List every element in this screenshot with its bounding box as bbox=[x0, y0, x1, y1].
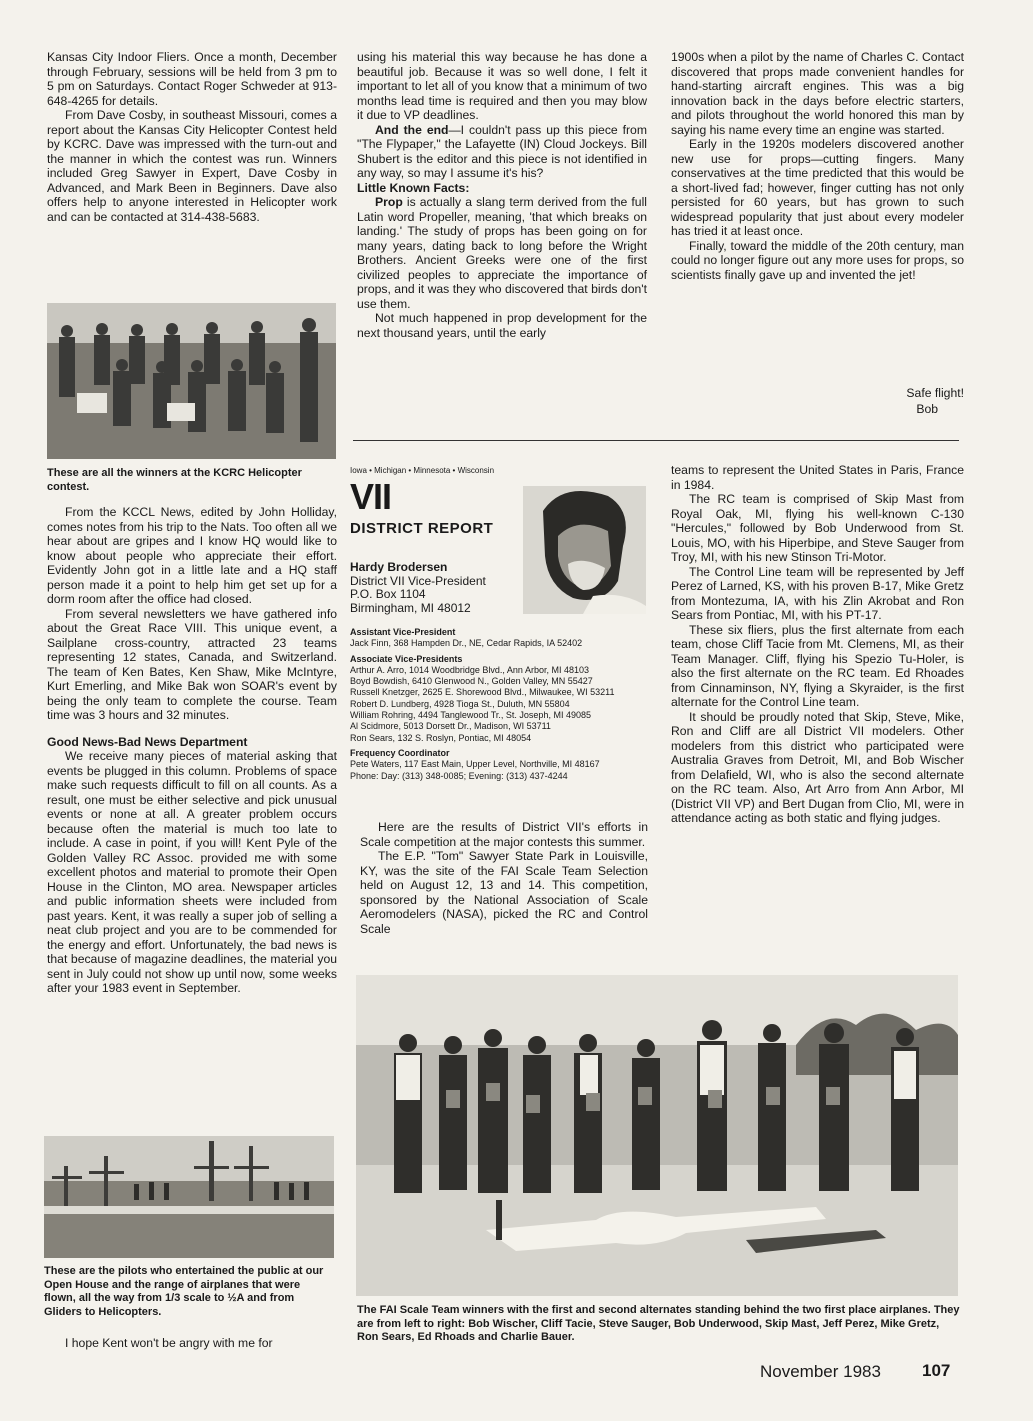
column-2-report bbox=[360, 820, 648, 936]
prop-text: is actually a slang term derived from the full Latin word Propeller, meaning, 'that which breaks on landing.' The study of props has been going on for many years, dating back to long before the Wright Brothers. Ancient Greeks were one of the first civilized peoples to appreciate the importance of props, and it was they who discovered that birds don't use them. bbox=[357, 195, 647, 311]
page-number: 107 bbox=[922, 1361, 951, 1380]
column-1-bottom bbox=[47, 1336, 337, 1351]
paragraph-team-manager: These six fliers, plus the first alternate from each team, chose Cliff Tacie from Mt. Clemens, MI, as their Team Manager. Cliff, flying his Spezio Tu-Holer, is also the first alternate on the RC team. Ed Rhoades from Cinnaminson, NY, flying a Skyraider, is the first alternate for the Control Line team. bbox=[671, 622, 964, 709]
paragraph-sawyer-park: The E.P. "Tom" Sawyer State Park in Louisville, KY, was the site of the FAI Scale Team Selection held on August 12, 13 and 14. This competition, sponsored by the National Association of Scale Aeromodelers (NASA), picked the RC and Control Scale bbox=[360, 849, 648, 936]
the-end-text: —I couldn't pass up this piece from "The Flypaper," the Lafayette (IN) Cloud Jockeys. Bill Shubert is the editor and this piece is not identified in any way, so may I assume it's his? bbox=[357, 122, 647, 180]
associate-entry: Russell Knetzger, 2625 E. Shorewood Blvd., Milwaukee, WI 53211 bbox=[350, 687, 615, 698]
paragraph-not-much: Not much happened in prop development for the next thousand years, until the early bbox=[357, 311, 647, 340]
vp-name: Hardy Brodersen bbox=[350, 560, 448, 574]
assistant-heading: Assistant Vice-President bbox=[350, 627, 456, 637]
column-3-report bbox=[671, 463, 964, 826]
frequency-phone: Phone: Day: (313) 348-0085; Evening: (313) 437-4244 bbox=[350, 770, 568, 781]
associate-entry: William Rohring, 4494 Tanglewood Tr., St. Joseph, MI 49085 bbox=[350, 710, 591, 721]
paragraph-the-end bbox=[357, 123, 647, 181]
paragraph-closing: I hope Kent won't be angry with me for bbox=[65, 1336, 273, 1350]
associate-entry: Robert D. Lundberg, 4928 Tioga St., Duluth, MN 55804 bbox=[350, 698, 570, 709]
vp-title: District VII Vice-President bbox=[350, 573, 486, 588]
paragraph-cosby: From Dave Cosby, in southeast Missouri, comes a report about the Kansas City Helicopter Contest held by KCRC. Dave was impressed with the turn-out and the manner in which the contest was run. Winners included Greg Sawyer in Expert, Dave Cosby in Advanced, and Mark Been in Beginners. Dave also offers help to anyone interested in Helicopter work and can be contacted at 314-438-5683. bbox=[47, 108, 337, 224]
associate-entry: Al Scidmore, 5013 Dorsett Dr., Madison, WI 53711 bbox=[350, 721, 551, 732]
section-divider bbox=[353, 440, 959, 441]
heading-little-known-facts: Little Known Facts: bbox=[357, 180, 470, 195]
vp-contact bbox=[350, 561, 486, 615]
column-2-top bbox=[357, 50, 647, 340]
paragraph-continued: using his material this way because he has done a beautiful job. Because it was so well done, I felt it important to let all of you know that a minimum of two months lead time is required and then you may blow it due to VP deadlines. bbox=[357, 50, 647, 122]
associate-entry: Arthur A. Arro, 1014 Woodbridge Blvd., Ann Arbor, MI 48103 bbox=[350, 664, 589, 675]
caption-open-house: These are the pilots who entertained the public at our Open House and the range of airplanes that were flown, all the way from 1/3 scale to ½A and from Gliders to Helicopters. bbox=[44, 1265, 324, 1318]
associate-entry: Ron Sears, 132 S. Roslyn, Pontiac, MI 48054 bbox=[350, 732, 532, 743]
paragraph-teams: teams to represent the United States in Paris, France in 1984. bbox=[671, 463, 964, 492]
paragraph-early: Early in the 1920s modelers discovered another new use for props—cutting fingers. Many conservatives at the time predicted that this would be a short-lived fad; however, finger cutting has not only persisted for 60 years, but has grown to such widespread popularity that just about every modeler has tried it at least once. bbox=[671, 137, 964, 238]
the-end-lead: And the end bbox=[375, 122, 449, 137]
paragraph-great-race: From several newsletters we have gathered info about the Great Race VIII. This unique event, a Sailplane cross-country, attracted 23 teams representing 12 states, Canada, and Switzerland. The team of Ken Bates, Ken Shaw, Mike McIntyre, Kurt Emerling, and Mike Bak won SOAR's event by being the only team to complete the course. Team time was 3 hours and 32 minutes. bbox=[47, 606, 337, 722]
heading-good-news: Good News-Bad News Department bbox=[47, 734, 248, 749]
paragraph-contact: 1900s when a pilot by the name of Charles C. Contact discovered that props made convenient handles for hand-starting aircraft engines. This was a big innovation back in the days before electric starters, and pilots throughout the world honored this man by saying his name every time an engine was started. bbox=[671, 50, 964, 137]
frequency-heading: Frequency Coordinator bbox=[350, 747, 450, 758]
paragraph-results: Here are the results of District VII's efforts in Scale competition at the major contests this summer. bbox=[360, 820, 648, 849]
photo-fai-scale-team bbox=[356, 975, 958, 1296]
district-title: DISTRICT REPORT bbox=[350, 520, 494, 537]
paragraph-indoor-fliers: Kansas City Indoor Fliers. Once a month, December through February, sessions will be held from 3 pm to 5 pm on Saturdays. Contact Roger Schweder at 913-648-4265 for details. bbox=[47, 50, 337, 108]
paragraph-prop bbox=[357, 195, 647, 311]
vp-box: P.O. Box 1104 bbox=[350, 587, 426, 601]
column-3-top bbox=[671, 50, 964, 282]
column-1-middle bbox=[47, 505, 337, 996]
paragraph-kccl: From the KCCL News, edited by John Holliday, comes notes from his trip to the Nats. Too often all we hear about are gripes and I know HQ would like to know about people who appreciate their effort. Evidently John got in a little late and a HQ staff person made it a point to help him get set up for a dorm room after the office had closed. bbox=[47, 505, 337, 606]
assistant-entry: Jack Finn, 368 Hampden Dr., NE, Cedar Rapids, IA 52402 bbox=[350, 638, 583, 649]
caption-kcrc-winners: These are all the winners at the KCRC Helicopter contest. bbox=[47, 467, 302, 493]
column-1-top bbox=[47, 50, 337, 224]
signoff: Safe flight! bbox=[906, 386, 964, 400]
paragraph-control-line-team: The Control Line team will be represented by Jeff Perez of Larned, KS, with his proven B-17, Mike Gretz from Montezuma, IA, with his Zlin Akrobat and Ron Sears from Pontiac, MI, with his PT-17. bbox=[671, 564, 964, 622]
paragraph-rc-team: The RC team is comprised of Skip Mast from Royal Oak, MI, flying his well-known C-130 "Hercules," followed by Bob Underwood from St. Louis, MO, with his Hiperbipe, and Steve Sauger from Troy, MI, with his new Stinson Tri-Motor. bbox=[671, 492, 964, 564]
signoff-name: Bob bbox=[916, 402, 938, 416]
district-number: VII bbox=[350, 476, 392, 517]
associates-heading: Associate Vice-Presidents bbox=[350, 653, 463, 664]
frequency-entry: Pete Waters, 117 East Main, Upper Level, Northville, MI 48167 bbox=[350, 759, 600, 770]
officers-list bbox=[350, 627, 658, 782]
associate-entry: Boyd Bowdish, 6410 Glenwood N., Golden Valley, MN 55427 bbox=[350, 676, 593, 687]
district-states: Iowa • Michigan • Minnesota • Wisconsin bbox=[350, 466, 495, 475]
caption-fai-scale-team: The FAI Scale Team winners with the first and second alternates standing behind the two first place airplanes. They are from left to right: Bob Wischer, Cliff Tacie, Steve Sauger, Bob Underwood, Skip Mast, Jeff Perez, Mike Gretz, Ron Sears, Ed Rhoads and Charlie Bauer. bbox=[357, 1304, 960, 1343]
photo-vice-president bbox=[523, 486, 646, 614]
paragraph-good-news: We receive many pieces of material asking that events be plugged in this column. Problems of space make such requests difficult to fill on all counts. As a result, one must be either selective and pick unusual events or none at all. A greater problem occurs because often the material is much too late to include. A case in point, if you will! Kent Pyle of the Golden Valley RC Assoc. provided me with some excellent photos and material to promote their Open House in the Clinton, MO area. Newspaper articles and public information sheets were included from past years. Kent, it was really a super job of selling a neat club project and you are to be commended for the energy and effort. Unfortunately, the bad news is that because of magazine deadlines, the material you sent in July could not show up until now, some weeks after your 1983 event in September. bbox=[47, 749, 337, 995]
paragraph-finally: Finally, toward the middle of the 20th century, man could no longer figure out any more uses for props, so scientists finally gave up and invented the jet! bbox=[671, 238, 964, 282]
paragraph-district-modelers: It should be proudly noted that Skip, Steve, Mike, Ron and Cliff are all District VII modelers. Other modelers from this district who participated were Australia Graves from Detroit, MI, and Bob Wischer from Delafield, WI, who is also the second alternate on the RC team. Also, Art Arro from Ann Arbor, MI (District VII VP) and Bert Dugan from Clio, MI, were in attendance acting as both static and flying judges. bbox=[671, 709, 964, 825]
photo-kcrc-winners bbox=[47, 303, 336, 459]
prop-lead: Prop bbox=[375, 195, 403, 209]
footer-date: November 1983 bbox=[760, 1362, 881, 1381]
photo-open-house bbox=[44, 1136, 334, 1258]
vp-city: Birmingham, MI 48012 bbox=[350, 600, 471, 615]
